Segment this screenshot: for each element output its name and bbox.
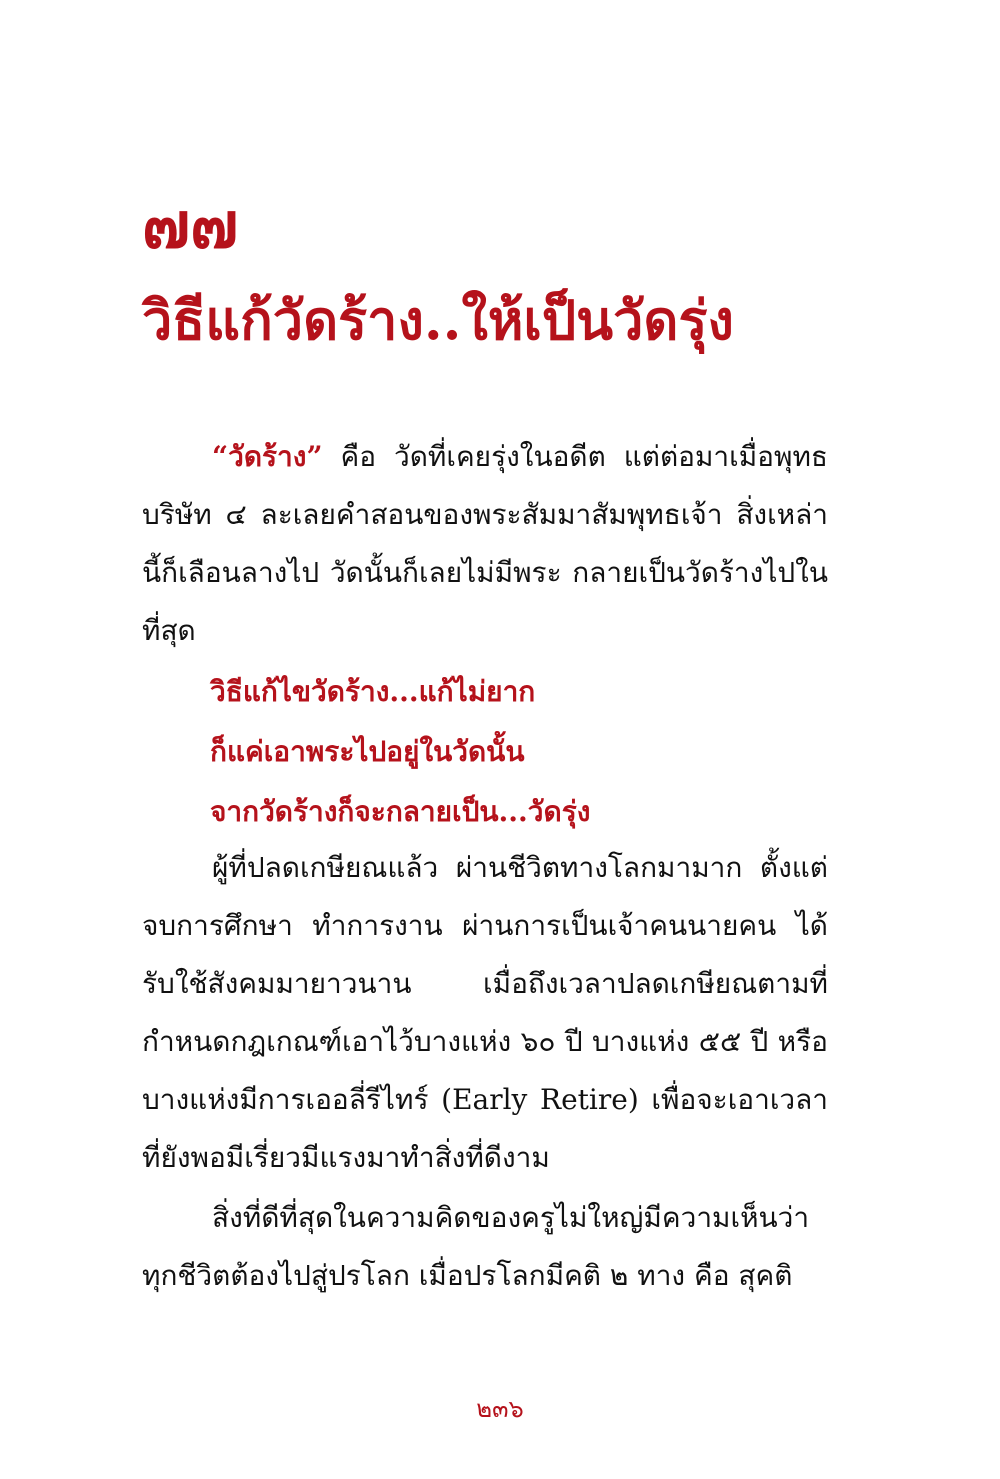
highlight-block <box>210 662 830 842</box>
highlight-line-2: ก็แค่เอาพระไปอยู่ในวัดนั้น <box>210 735 525 768</box>
paragraph-1-text: คือ วัดที่เคยรุ่งในอดีต แต่ต่อมาเมื่อพุทธบริษัท ๔ ละเลยคำสอนของพระสัมมาสัมพุทธเจ้า สิ่งเหล่านี้ก็เลือนลางไป วัดนั้นก็เลยไม่มีพระ กลายเป็นวัดร้างไปในที่สุด <box>142 440 828 647</box>
paragraph-3 <box>142 1189 828 1305</box>
quoted-term: “วัดร้าง” <box>212 440 323 473</box>
chapter-number: ๗๗ <box>142 188 239 263</box>
page-number: ๒๓๖ <box>476 1395 524 1423</box>
highlight-line-3: จากวัดร้างก็จะกลายเป็น...วัดรุ่ง <box>210 795 591 828</box>
paragraph-2 <box>142 839 828 1187</box>
paragraph-2-text: ผู้ที่ปลดเกษียณแล้ว ผ่านชีวิตทางโลกมามาก ตั้งแต่จบการศึกษา ทำการงาน ผ่านการเป็นเจ้าคนนายคน ได้รับใช้สังคมมายาวนาน เมื่อถึงเวลาปลดเกษียณตามที่กำหนดกฎเกณฑ์เอาไว้บางแห่ง ๖๐ ปี บางแห่ง ๕๕ ปี หรือบางแห่งมีการเออลี่รีไทร์ (Early Retire) เพื่อจะเอาเวลาที่ยังพอมีเรี่ยวมีแรงมาทำสิ่งที่ดีงาม <box>142 851 828 1174</box>
highlight-line-1: วิธีแก้ไขวัดร้าง...แก้ไม่ยาก <box>210 675 536 708</box>
paragraph-1 <box>142 428 828 660</box>
paragraph-3-text: สิ่งที่ดีที่สุดในความคิดของครูไม่ใหญ่มีความเห็นว่าทุกชีวิตต้องไปสู่ปรโลก เมื่อปรโลกมีคติ ๒ ทาง คือ สุคติ <box>142 1201 810 1292</box>
chapter-title: วิธีแก้วัดร้าง..ให้เป็นวัดรุ่ง <box>142 288 734 352</box>
